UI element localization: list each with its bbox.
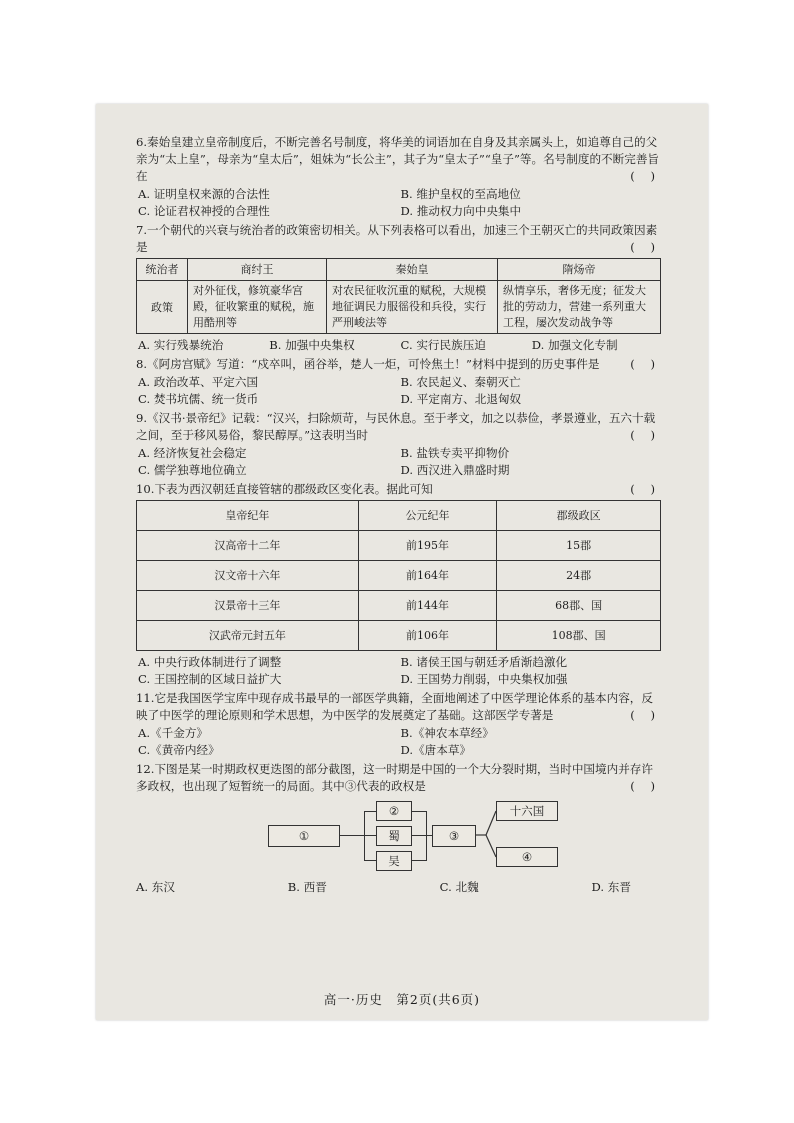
- table-header-cell: 郡级政区: [497, 501, 661, 531]
- table-cell: 对外征伐，修筑豪华宫殿，征收繁重的赋税，施用酷刑等: [188, 281, 327, 334]
- connector-line: [412, 860, 426, 861]
- option-b: B. 西晋: [287, 880, 327, 894]
- option-d: D.《唐本草》: [400, 743, 472, 757]
- table-cell: 汉武帝元封五年: [137, 621, 359, 651]
- option-c: C.《黄帝内经》: [138, 743, 220, 757]
- option-c: C. 王国控制的区域日益扩大: [138, 672, 282, 686]
- option-b: B. 维护皇权的至高地位: [400, 187, 521, 201]
- diagram-box-1: ①: [268, 825, 340, 847]
- question-6: [136, 134, 661, 220]
- option-a: A. 实行残暴统治: [138, 338, 224, 352]
- question-11-options: [136, 725, 661, 759]
- question-8: [136, 356, 661, 408]
- diagram-box-wu: 吴: [376, 851, 412, 871]
- connector-line: [412, 811, 426, 812]
- answer-bracket: ( ): [630, 708, 661, 722]
- question-9-text: 9.《汉书·景帝纪》记载：“汉兴，扫除烦苛，与民休息。至于孝文，加之以恭俭，孝景遵业，五六十载之间，至于移风易俗，黎民醇厚。”这表明当时 ( ): [136, 411, 661, 442]
- question-7-options: [136, 337, 661, 354]
- option-c: C. 实行民族压迫: [400, 338, 486, 352]
- table-cell: 前164年: [358, 561, 497, 591]
- connector-line: [412, 835, 426, 836]
- table-header-cell: 皇帝纪年: [137, 501, 359, 531]
- table-cell: 汉高帝十二年: [137, 531, 359, 561]
- option-d: D. 东晋: [591, 880, 631, 894]
- connector-line: [364, 811, 376, 812]
- table-cell: 前106年: [358, 621, 497, 651]
- table-row: [137, 281, 661, 334]
- table-cell: 15郡: [497, 531, 661, 561]
- question-11: [136, 690, 661, 759]
- option-b: B. 农民起义、秦朝灭亡: [400, 375, 521, 389]
- question-7: [136, 222, 661, 354]
- question-7-text: 7.一个朝代的兴衰与统治者的政策密切相关。从下列表格可以看出，加速三个王朝灭亡的共同政策因素是 ( ): [136, 223, 661, 254]
- question-9-options: [136, 445, 661, 479]
- table-header-row: [137, 259, 661, 281]
- diagram-box-4: ④: [496, 847, 558, 867]
- page-footer: 高一·历史 第2页(共6页): [323, 992, 481, 1007]
- option-a: A. 中央行政体制进行了调整: [138, 655, 282, 669]
- table-cell: 汉景帝十三年: [137, 591, 359, 621]
- table-header-cell: 商纣王: [188, 259, 327, 281]
- question-11-text: 11.它是我国医学宝库中现存成书最早的一部医学典籍，全面地阐述了中医学理论体系的基本内容，反映了中医学的理论原则和学术思想，为中医学的发展奠定了基础。这部医学专著是 ( ): [136, 691, 661, 722]
- question-8-options: [136, 374, 661, 408]
- option-b: B. 诸侯王国与朝廷矛盾渐趋激化: [400, 655, 568, 669]
- answer-bracket: ( ): [630, 169, 661, 183]
- regime-succession-diagram: [136, 797, 661, 875]
- option-b: B. 盐铁专卖平抑物价: [400, 446, 510, 460]
- option-d: D. 平定南方、北退匈奴: [400, 392, 522, 406]
- connector-line: [364, 860, 376, 861]
- question-12: [136, 761, 661, 896]
- table-row: [137, 531, 661, 561]
- option-a: A.《千金方》: [138, 726, 209, 740]
- connector-line: [364, 835, 376, 836]
- question-10-options: [136, 654, 661, 688]
- option-d: D. 推动权力向中央集中: [400, 204, 522, 218]
- option-a: A. 东汉: [136, 880, 175, 894]
- table-cell: 汉文帝十六年: [137, 561, 359, 591]
- table-cell: 前195年: [358, 531, 497, 561]
- question-7-table: [136, 258, 661, 334]
- table-row: [137, 621, 661, 651]
- answer-bracket: ( ): [630, 240, 661, 254]
- diagram-box-sixteen-kingdoms: 十六国: [496, 801, 558, 821]
- diagram-box-3: ③: [432, 825, 476, 847]
- diagram-box-shu: 蜀: [376, 826, 412, 846]
- option-c: C. 焚书坑儒、统一货币: [138, 392, 259, 406]
- exam-page: [96, 104, 708, 1020]
- option-c: C. 北魏: [439, 880, 479, 894]
- table-row: [137, 561, 661, 591]
- table-cell: 24郡: [497, 561, 661, 591]
- diagram-box-2: ②: [376, 801, 412, 821]
- answer-bracket: ( ): [630, 779, 661, 793]
- option-d: D. 王国势力削弱，中央集权加强: [400, 672, 568, 686]
- table-header-cell: 隋炀帝: [498, 259, 661, 281]
- table-cell: 纵情享乐，奢侈无度；征发大批的劳动力，营建一系列重大工程，屡次发动战争等: [498, 281, 661, 334]
- question-6-text: 6.秦始皇建立皇帝制度后，不断完善名号制度，将华美的词语加在自身及其亲属头上，如追尊自己的父亲为“太上皇”，母亲为“皇太后”，姐妹为“长公主”，其子为“皇太子”“皇子”等。名号制度的不断完善旨在 ( ): [136, 135, 661, 183]
- option-d: D. 加强文化专制: [531, 338, 618, 352]
- option-b: B.《神农本草经》: [400, 726, 494, 740]
- table-cell: 对农民征收沉重的赋税，大规模地征调民力服徭役和兵役，实行严刑峻法等: [327, 281, 498, 334]
- exam-content: [136, 134, 661, 898]
- question-8-text: 8.《阿房宫赋》写道：“戍卒叫，函谷举，楚人一炬，可怜焦土！”材料中提到的历史事件是 ( ): [136, 357, 661, 371]
- question-10-table: [136, 500, 661, 651]
- option-a: A. 证明皇权来源的合法性: [138, 187, 270, 201]
- answer-bracket: ( ): [630, 357, 661, 371]
- question-10: [136, 481, 661, 688]
- answer-bracket: ( ): [630, 482, 661, 496]
- table-row-label: 政策: [137, 281, 188, 334]
- answer-bracket: ( ): [630, 428, 661, 442]
- table-cell: 68郡、国: [497, 591, 661, 621]
- option-c: C. 儒学独尊地位确立: [138, 463, 247, 477]
- question-10-text: 10.下表为西汉朝廷直接管辖的郡级政区变化表。据此可知 ( ): [136, 482, 661, 496]
- table-header-cell: 统治者: [137, 259, 188, 281]
- question-6-options: [136, 186, 661, 220]
- option-a: A. 经济恢复社会稳定: [138, 446, 247, 460]
- option-a: A. 政治改革、平定六国: [138, 375, 259, 389]
- table-row: [137, 591, 661, 621]
- table-header-cell: 秦始皇: [327, 259, 498, 281]
- question-12-options: [136, 879, 661, 896]
- connector-line: [340, 835, 364, 836]
- question-9: [136, 410, 661, 479]
- table-cell: 108郡、国: [497, 621, 661, 651]
- option-d: D. 西汉进入鼎盛时期: [400, 463, 510, 477]
- question-12-text: 12.下图是某一时期政权更迭图的部分截图，这一时期是中国的一个大分裂时期，当时中国境内并存许多政权，也出现了短暂统一的局面。其中③代表的政权是 ( ): [136, 762, 661, 793]
- table-header-cell: 公元纪年: [358, 501, 497, 531]
- table-cell: 前144年: [358, 591, 497, 621]
- option-b: B. 加强中央集权: [269, 338, 355, 352]
- table-header-row: [137, 501, 661, 531]
- option-c: C. 论证君权神授的合理性: [138, 204, 270, 218]
